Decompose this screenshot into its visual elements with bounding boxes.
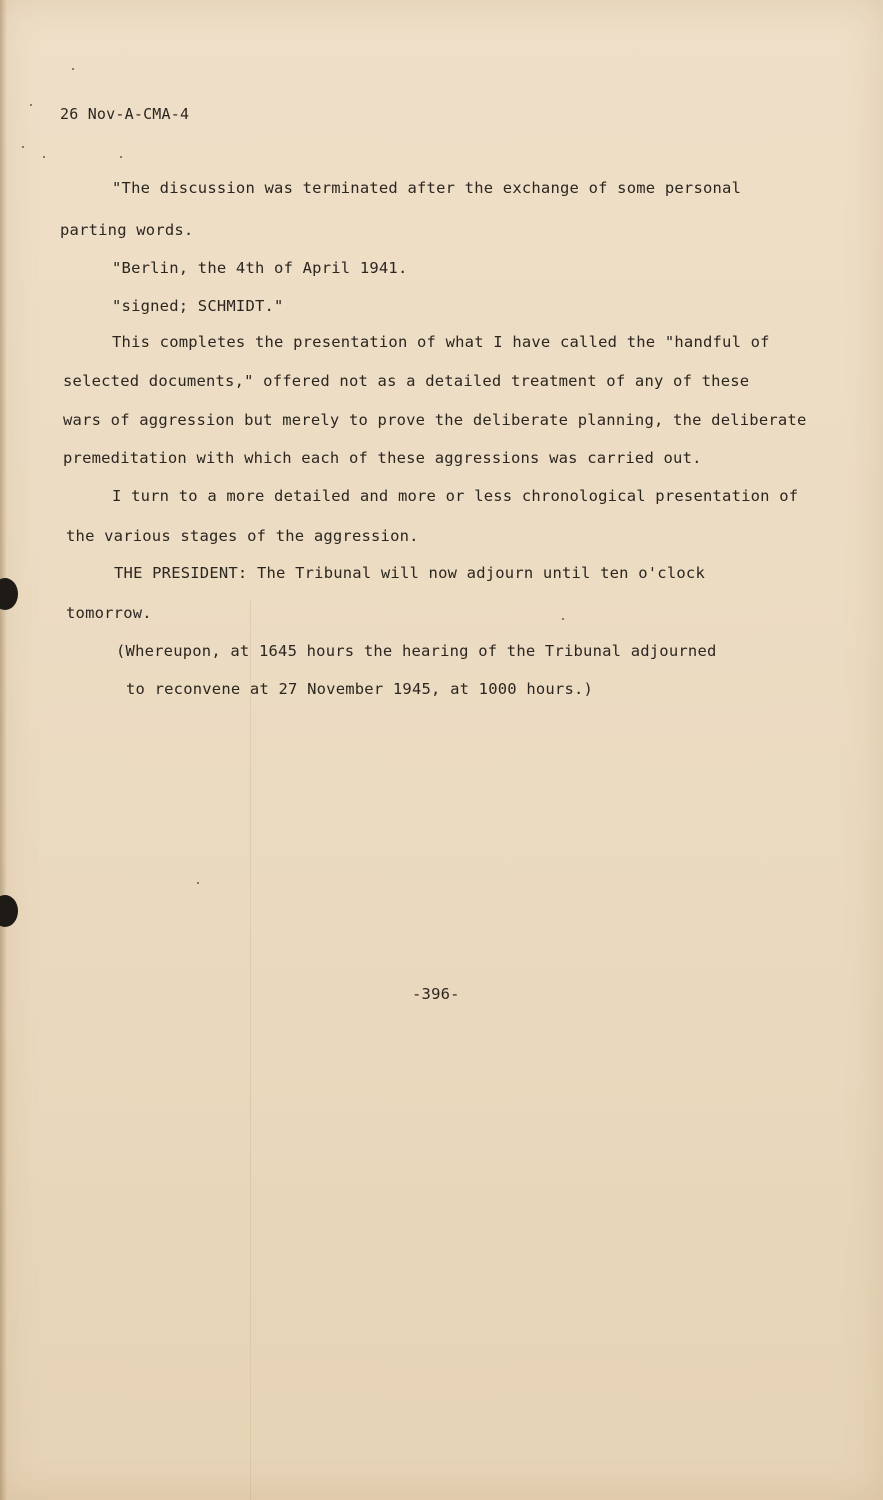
page-edge-shadow — [0, 0, 7, 1500]
text-line: "The discussion was terminated after the exchange of some personal — [112, 179, 742, 197]
text-line: I turn to a more detailed and more or less chronological presentation of — [112, 487, 799, 505]
text-line: to reconvene at 27 November 1945, at 1000 hours.) — [126, 680, 594, 698]
punch-hole-upper — [0, 578, 18, 610]
paper-speck — [197, 882, 199, 884]
text-line: THE PRESIDENT: The Tribunal will now adjourn until ten o'clock — [114, 564, 705, 582]
text-line: wars of aggression but merely to prove the deliberate planning, the deliberate — [63, 411, 807, 429]
paper-speck — [30, 104, 32, 106]
punch-hole-lower — [0, 895, 18, 927]
text-line: selected documents," offered not as a detailed treatment of any of these — [63, 372, 750, 390]
text-line: parting words. — [60, 221, 194, 239]
text-line: "Berlin, the 4th of April 1941. — [112, 259, 408, 277]
document-reference: 26 Nov-A-CMA-4 — [60, 105, 190, 123]
paper-fold-line — [250, 600, 251, 1500]
paper-speck — [120, 156, 122, 158]
paper-speck — [43, 156, 45, 158]
text-line: premeditation with which each of these aggressions was carried out. — [63, 449, 702, 467]
paper-speck — [22, 146, 24, 148]
page-number: -396- — [412, 985, 460, 1003]
paper-speck — [562, 618, 564, 620]
paper-speck — [72, 68, 74, 70]
text-line: tomorrow. — [66, 604, 152, 622]
text-line: (Whereupon, at 1645 hours the hearing of the Tribunal adjourned — [116, 642, 717, 660]
text-line: the various stages of the aggression. — [66, 527, 419, 545]
text-line: "signed; SCHMIDT." — [112, 297, 284, 315]
text-line: This completes the presentation of what I have called the "handful of — [112, 333, 770, 351]
